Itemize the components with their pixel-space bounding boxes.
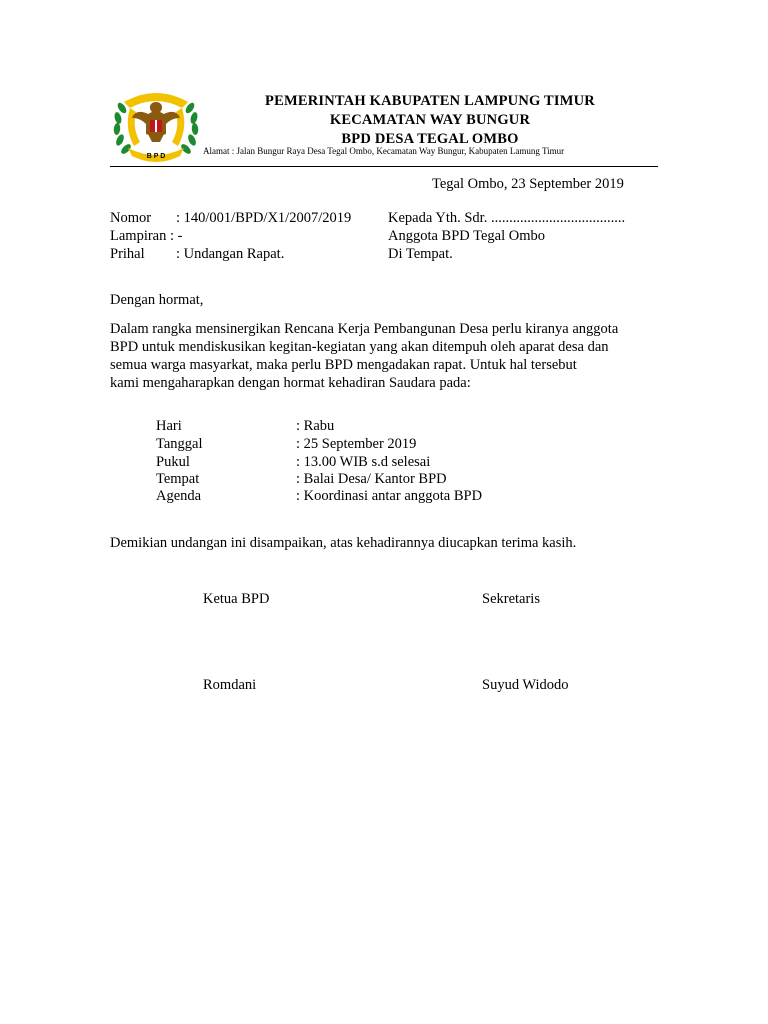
letterhead-government: PEMERINTAH KABUPATEN LAMPUNG TIMUR: [265, 93, 595, 109]
recipient-group: Anggota BPD Tegal Ombo: [388, 228, 546, 244]
letterhead-divider: [110, 166, 658, 167]
signature-title-chair: Ketua BPD: [203, 591, 270, 607]
agenda-label-pukul: Pukul: [156, 454, 190, 470]
body-line: Dalam rangka mensinergikan Rencana Kerja Pembangunan Desa perlu kiranya anggota: [110, 321, 619, 337]
body-line: BPD untuk mendiskusikan kegitan-kegiatan yang akan ditempuh oleh aparat desa dan: [110, 339, 609, 355]
letterhead: [210, 92, 650, 149]
lampiran-label: Lampiran : -: [110, 228, 183, 244]
agenda-label-tanggal: Tanggal: [156, 436, 203, 452]
agenda-value-tanggal: : 25 September 2019: [296, 436, 417, 452]
svg-text:B P D: B P D: [146, 153, 166, 160]
agenda-value-hari: : Rabu: [296, 418, 335, 434]
body-line: kami mengaharapkan dengan hormat kehadiran Saudara pada:: [110, 375, 471, 391]
nomor-label: Nomor: [110, 210, 152, 226]
prihal-value: : Undangan Rapat.: [176, 246, 285, 262]
agenda-value-agenda: : Koordinasi antar anggota BPD: [296, 488, 483, 504]
agenda-label-agenda: Agenda: [156, 488, 202, 504]
letter-date: Tegal Ombo, 23 September 2019: [432, 176, 624, 192]
letterhead-organization: BPD DESA TEGAL OMBO: [341, 131, 519, 147]
closing-sentence: Demikian undangan ini disampaikan, atas kehadirannya diucapkan terima kasih.: [110, 535, 577, 551]
recipient-line: Kepada Yth. Sdr. .....................................: [388, 210, 626, 226]
letterhead-district: KECAMATAN WAY BUNGUR: [329, 112, 531, 128]
agenda-label-hari: Hari: [156, 418, 182, 434]
signature-name-secretary: Suyud Widodo: [482, 677, 569, 693]
body-paragraph: [110, 320, 658, 392]
nomor-value: : 140/001/BPD/X1/2007/2019: [176, 210, 352, 226]
agenda-value-pukul: : 13.00 WIB s.d selesai: [296, 454, 431, 470]
signature-name-chair: Romdani: [203, 677, 257, 693]
prihal-label: Prihal: [110, 246, 145, 262]
bpd-garuda-logo-icon: [110, 88, 202, 166]
signature-title-secretary: Sekretaris: [482, 591, 540, 607]
greeting: Dengan hormat,: [110, 292, 204, 308]
body-line: semua warga masyarkat, maka perlu BPD mengadakan rapat. Untuk hal tersebut: [110, 357, 577, 373]
recipient-place: Di Tempat.: [388, 246, 453, 262]
letterhead-address: Alamat : Jalan Bungur Raya Desa Tegal Ombo, Kecamatan Way Bungur, Kabupaten Lamung Timur: [203, 146, 565, 156]
agenda-value-tempat: : Balai Desa/ Kantor BPD: [296, 471, 447, 487]
agenda-label-tempat: Tempat: [156, 471, 200, 487]
